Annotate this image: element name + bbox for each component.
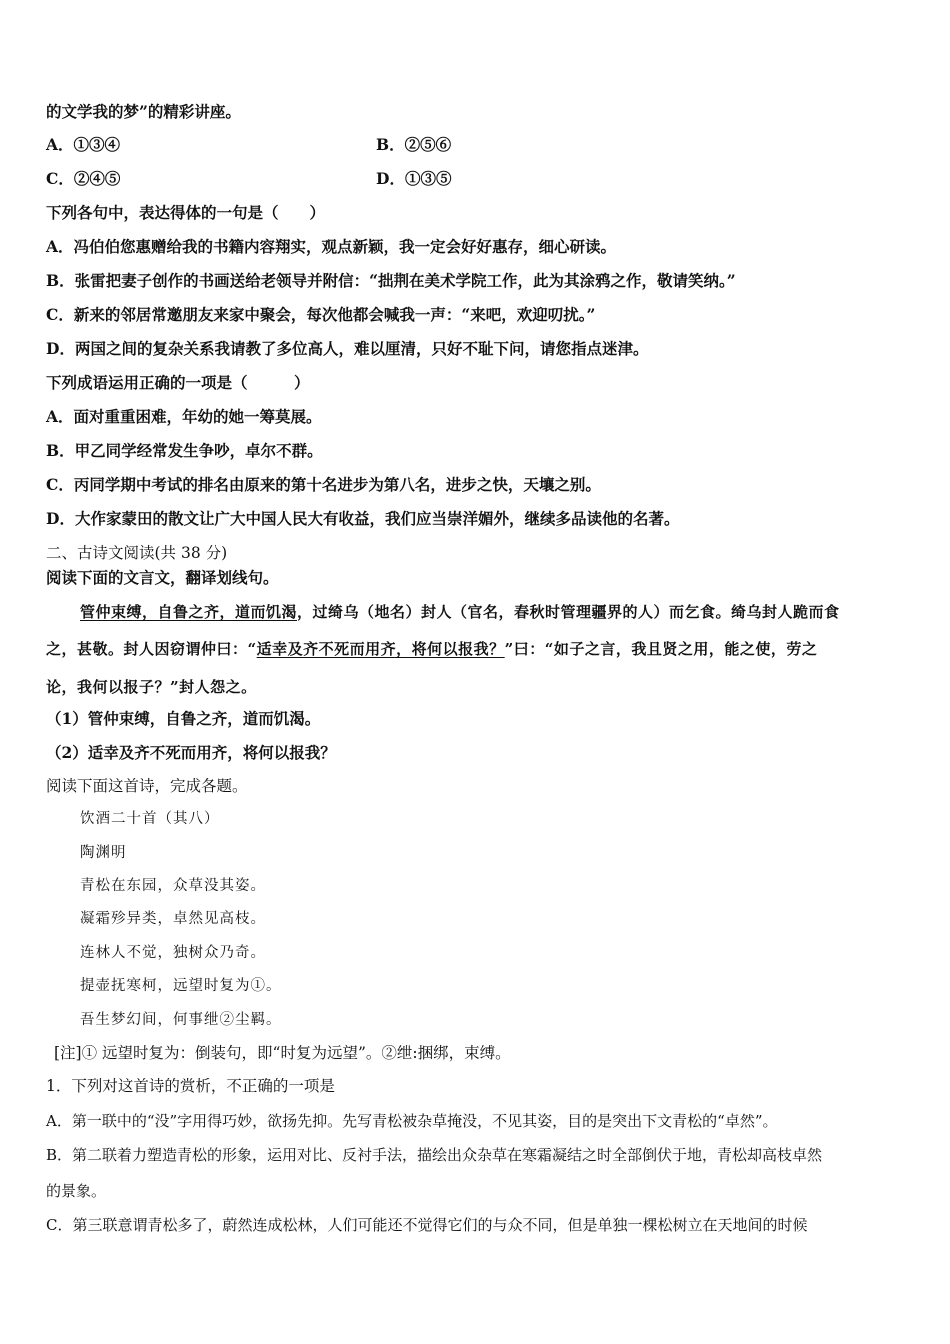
idiom-question-stem: 下列成语运用正确的一项是（ ）: [46, 373, 310, 392]
poem-title: 饮酒二十首（其八）: [80, 811, 220, 827]
prev-option-b: B．②⑤⑥: [376, 135, 452, 154]
idiom-option-b: B．甲乙同学经常发生争吵，卓尔不群。: [46, 441, 323, 460]
poem-line-2: 凝霜殄异类，卓然见高枝。: [80, 911, 266, 927]
translation-question-2: （2）适幸及齐不死而用齐，将何以报我？: [46, 743, 336, 762]
underlined-sentence-1: 管仲束缚，自鲁之齐，道而饥渴: [80, 603, 298, 621]
idiom-option-d: D．大作家蒙田的散文让广大中国人民大有收益，我们应当崇洋媚外，继续多品读他的名著。: [46, 509, 680, 528]
poem-author: 陶渊明: [80, 845, 127, 861]
classical-passage-line-3: 论，我何以报子？”封人怨之。: [46, 678, 257, 696]
underlined-sentence-2: 适幸及齐不死而用齐，将何以报我？: [256, 640, 505, 658]
prev-option-c: C．②④⑤: [46, 169, 121, 188]
translation-question-1: （1）管仲束缚，自鲁之齐，道而饥渴。: [46, 709, 321, 728]
poem-option-c-line-1: C．第三联意谓青松多了，蔚然连成松林，人们可能还不觉得它们的与众不同，但是单独一棵松树立在天地间的时候: [46, 1216, 808, 1234]
poem-line-1: 青松在东园，众草没其姿。: [80, 878, 266, 894]
poem-option-b-line-2: 的景象。: [46, 1182, 107, 1200]
expression-option-c: C．新来的邻居常邀朋友来家中聚会，每次他都会喊我一声：“来吧，欢迎叨扰。”: [46, 305, 596, 324]
poem-line-3: 连林人不觉，独树众乃奇。: [80, 945, 266, 961]
section-heading: 二、古诗文阅读(共 38 分): [46, 544, 228, 562]
classical-passage-line-2: 之，甚敬。封人因窃谓仲曰：“适幸及齐不死而用齐，将何以报我？”曰：“如子之言，我且贤之用，能之使，劳之: [46, 640, 818, 658]
poem-instruction: 阅读下面这首诗，完成各题。: [46, 777, 248, 795]
idiom-option-c: C．丙同学期中考试的排名由原来的第十名进步为第八名，进步之快，天壤之别。: [46, 475, 601, 494]
prev-option-d: D．①③⑤: [376, 169, 452, 188]
prev-option-a: A．①③④: [46, 135, 121, 154]
prev-question-tail: 的文学我的梦”的精彩讲座。: [46, 102, 241, 121]
expression-option-a: A．冯伯伯您惠赠给我的书籍内容翔实，观点新颖，我一定会好好惠存，细心研读。: [46, 237, 617, 256]
poem-option-a: A．第一联中的“没”字用得巧妙，欲扬先抑。先写青松被杂草掩没，不见其姿，目的是突出下文青松的“卓然”。: [46, 1112, 778, 1130]
expression-question-stem: 下列各句中，表达得体的一句是（ ）: [46, 203, 326, 222]
classical-passage-line-1: 管仲束缚，自鲁之齐，道而饥渴，过绮乌（地名）封人（官名，春秋时管理疆界的人）而乞食。绮乌封人跪而食: [80, 603, 840, 621]
poem-question-1-stem: 1．下列对这首诗的赏析，不正确的一项是: [46, 1077, 335, 1095]
idiom-option-a: A．面对重重困难，年幼的她一筹莫展。: [46, 407, 322, 426]
expression-option-d: D．两国之间的复杂关系我请教了多位高人，难以厘清，只好不耻下问，请您指点迷津。: [46, 339, 649, 358]
classical-instruction: 阅读下面的文言文，翻译划线句。: [46, 568, 279, 587]
poem-line-4: 提壶抚寒柯，远望时复为①。: [80, 978, 282, 994]
poem-line-5: 吾生梦幻间，何事绁②尘羁。: [80, 1012, 282, 1028]
expression-option-b: B．张雷把妻子创作的书画送给老领导并附信：“拙荆在美术学院工作，此为其涂鸦之作，敬请笑纳。”: [46, 271, 736, 290]
poem-note: [注]① 远望时复为：倒装句，即“时复为远望”。②绁:捆绑，束缚。: [54, 1044, 511, 1062]
poem-option-b-line-1: B．第二联着力塑造青松的形象，运用对比、反衬手法，描绘出众杂草在寒霜凝结之时全部倒伏于地，青松却高枝卓然: [46, 1146, 823, 1164]
